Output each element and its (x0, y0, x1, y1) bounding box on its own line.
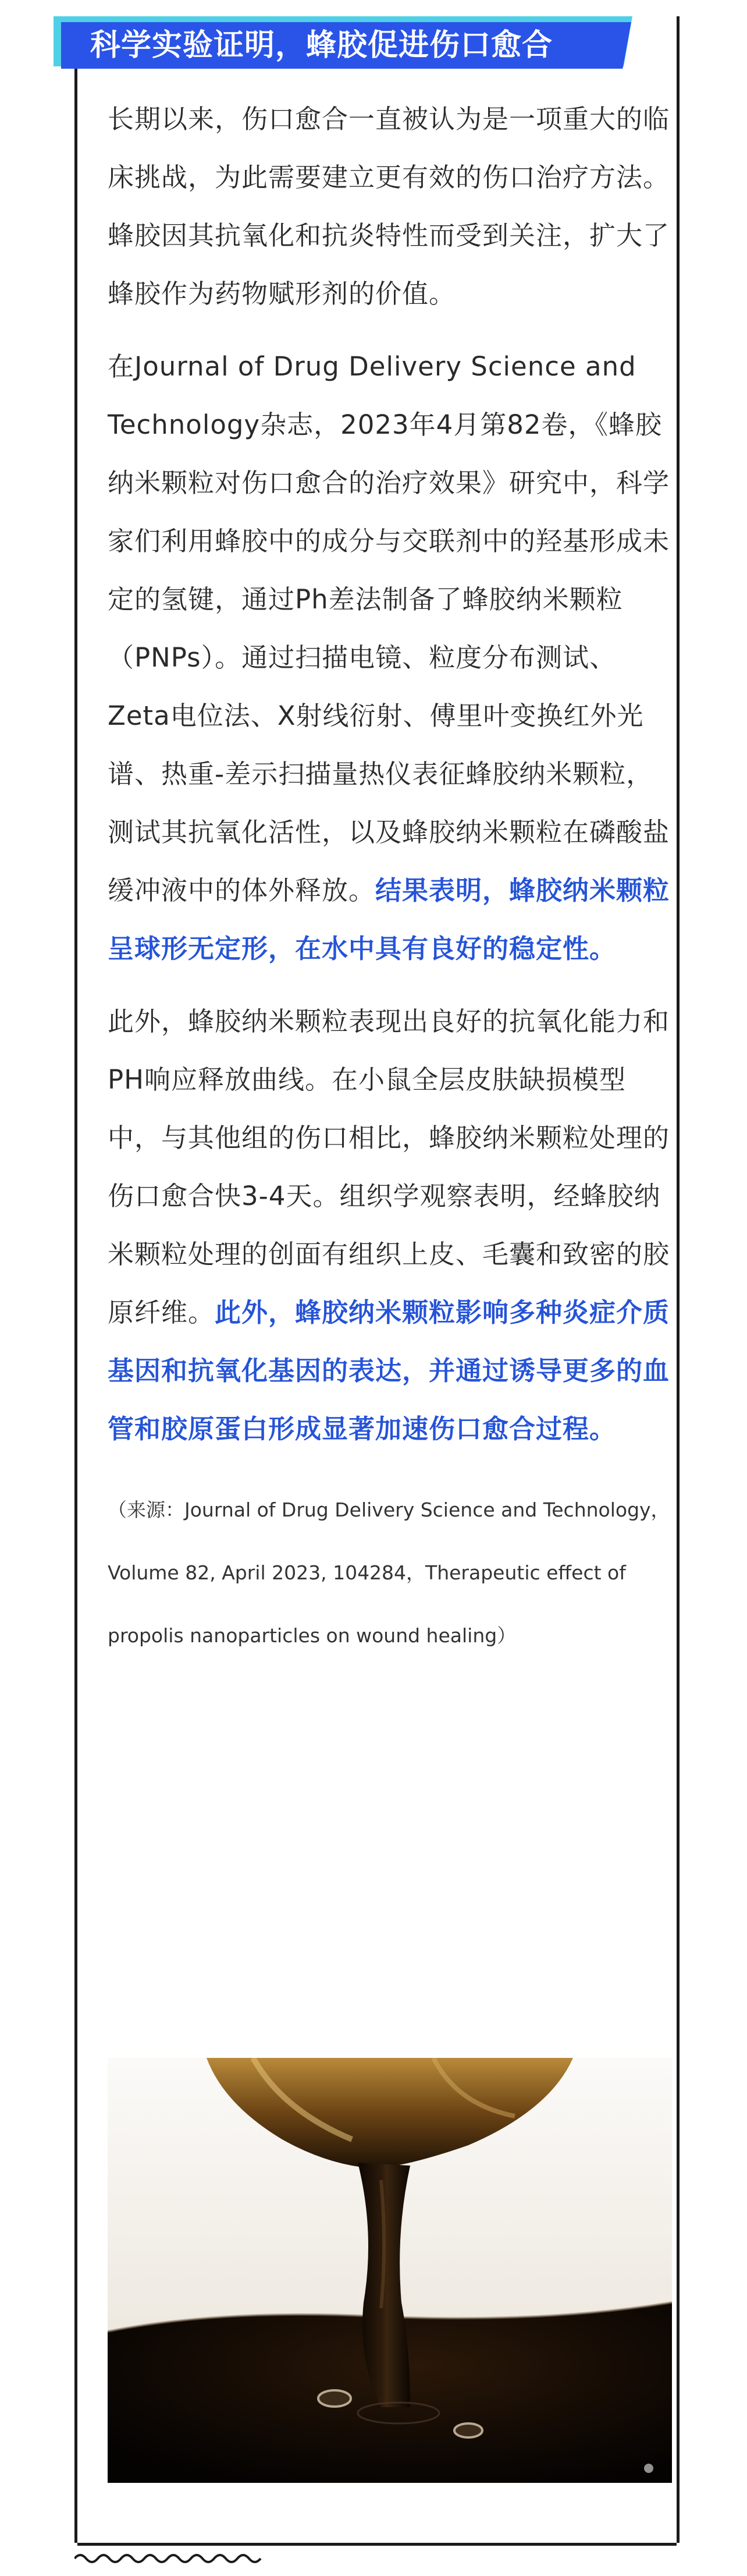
source-citation: （来源：Journal of Drug Delivery Science and Technology，Volume 82, April 2023, 104284，Therapeutic effect of propolis nanoparticles on wound healing） (108, 1498, 670, 1647)
bubble (454, 2423, 482, 2437)
paragraph-results (108, 993, 678, 1458)
paragraph-study (108, 338, 678, 978)
results-text: 此外，蜂胶纳米颗粒表现出良好的抗氧化能力和PH响应释放曲线。在小鼠全层皮肤缺损模型中，与其他组的伤口相比，蜂胶纳米颗粒处理的伤口愈合快3-4天。组织学观察表明，经蜂胶纳米颗粒处理的创面有组织上皮、毛囊和致密的胶原纤维。 (108, 1006, 670, 1328)
study-text: 在Journal of Drug Delivery Science and Technology杂志，2023年4月第82卷，《蜂胶纳米颗粒对伤口愈合的治疗效果》研究中，科学家们利用蜂胶中的成分与交联剂中的羟基形成未定的氢键，通过Ph差法制备了蜂胶纳米颗粒（PNPs）。通过扫描电镜、粒度分布测试、Zeta电位法、X射线衍射、傅里叶变换红外光谱、热重-差示扫描量热仪表征蜂胶纳米颗粒，测试其抗氧化活性，以及蜂胶纳米颗粒在磷酸盐缓冲液中的体外释放。 (108, 351, 670, 906)
watermark-icon (644, 2464, 653, 2473)
propolis-drip-illustration (108, 2058, 672, 2483)
frame-bottom-line (77, 2543, 677, 2546)
wave-divider (74, 2550, 266, 2567)
results-highlight: 此外，蜂胶纳米颗粒影响多种炎症介质基因和抗氧化基因的表达，并通过诱导更多的血管和胶原蛋白形成显著加速伤口愈合过程。 (108, 1297, 670, 1444)
page-title: 科学实验证明，蜂胶促进伤口愈合 (90, 28, 553, 63)
paragraph-intro: 长期以来，伤口愈合一直被认为是一项重大的临床挑战，为此需要建立更有效的伤口治疗方法。蜂胶因其抗氧化和抗炎特性而受到关注，扩大了蜂胶作为药物赋形剂的价值。 (108, 104, 670, 309)
article-body (108, 90, 678, 1667)
bubble (318, 2390, 351, 2407)
propolis-drip-photo (108, 2058, 672, 2483)
study-highlight: 结果表明，蜂胶纳米颗粒呈球形无定形，在水中具有良好的稳定性。 (108, 875, 670, 964)
